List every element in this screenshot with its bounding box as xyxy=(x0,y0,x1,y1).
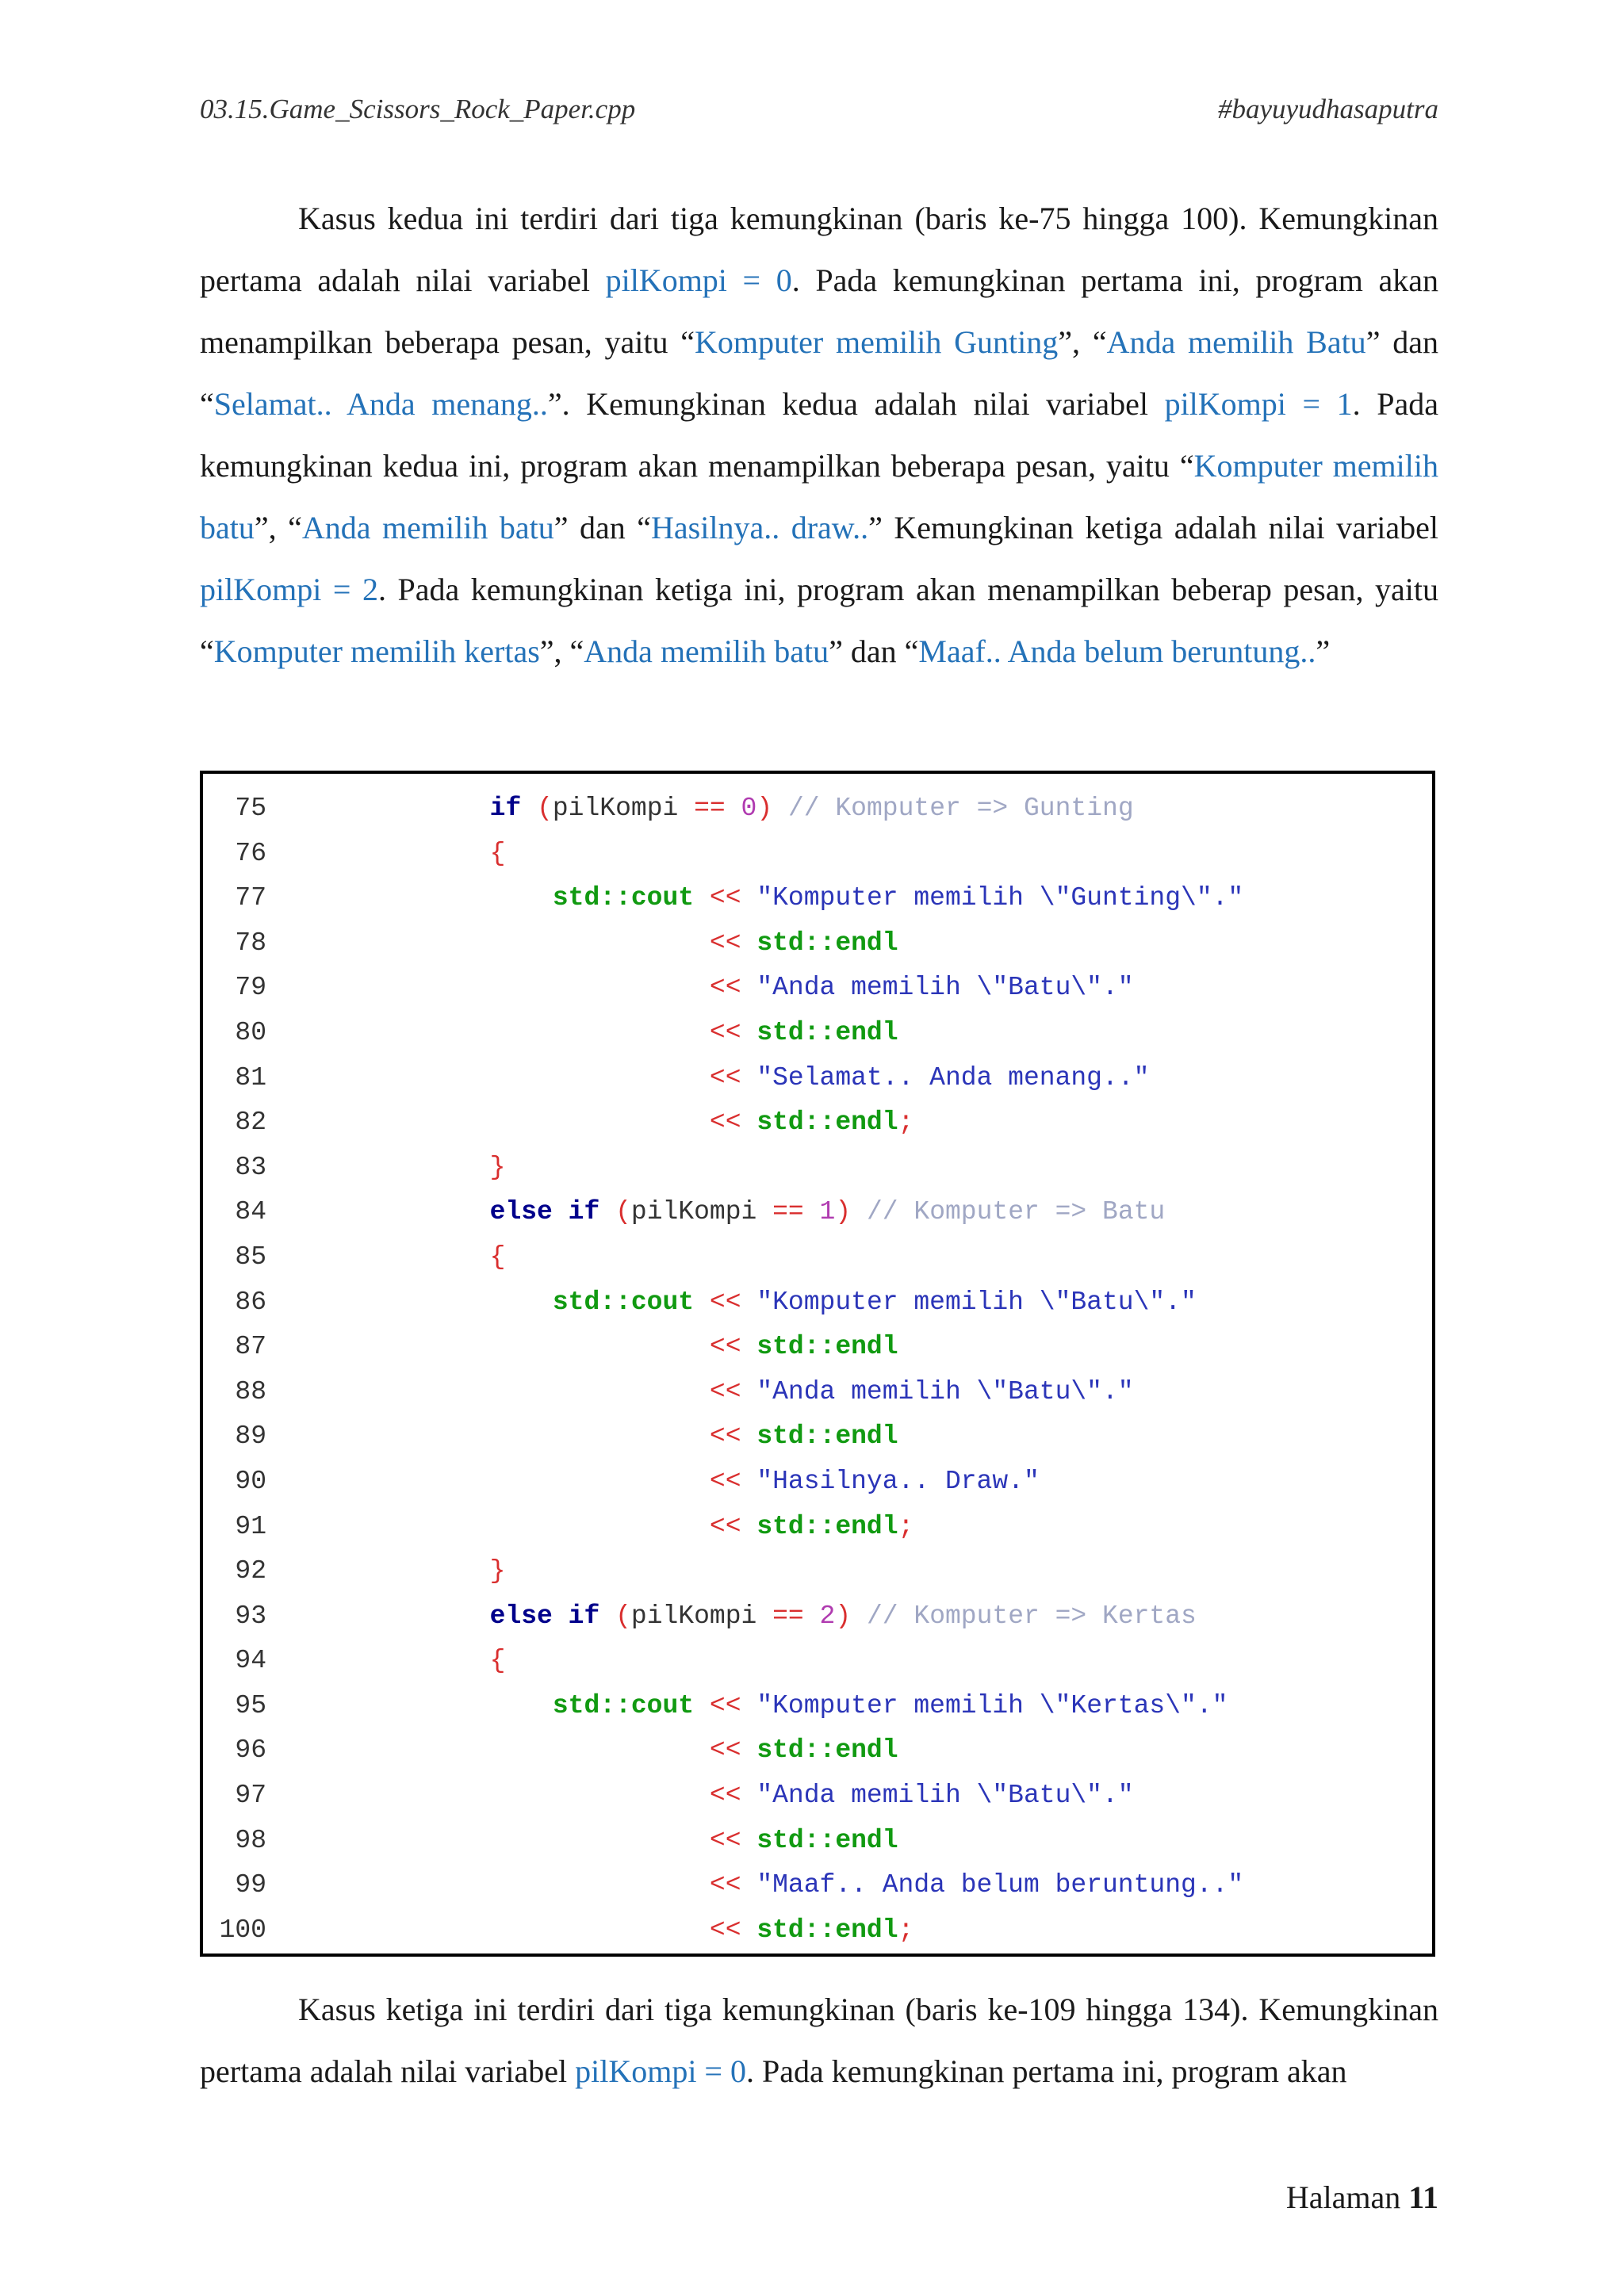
code-source xyxy=(301,1011,898,1056)
code-token: std::endl xyxy=(756,1422,898,1452)
line-number: 98 xyxy=(235,1825,266,1855)
code-token xyxy=(301,1108,710,1137)
code-line xyxy=(203,1908,1432,1954)
code-token: << xyxy=(709,1870,741,1900)
paragraph-text: Kasus kedua ini terdiri dari tiga kemungkinan (baris ke-75 hingga 100). Kemungkinan pertama adalah nilai variabel xyxy=(200,201,1438,298)
paragraph-text: ” dan “ xyxy=(200,324,1438,422)
code-token xyxy=(301,1018,710,1047)
code-source xyxy=(301,1819,898,1864)
line-number: 89 xyxy=(235,1422,266,1452)
line-number: 90 xyxy=(235,1466,266,1496)
code-line xyxy=(203,1549,1432,1594)
code-token xyxy=(301,1646,490,1675)
line-number: 84 xyxy=(235,1197,266,1227)
code-source xyxy=(301,876,1243,921)
code-token xyxy=(301,1467,710,1496)
code-source xyxy=(301,1056,1149,1101)
code-line xyxy=(203,1190,1432,1235)
highlighted-term: Anda memilih batu xyxy=(584,633,829,669)
code-source xyxy=(301,1863,1243,1908)
code-source xyxy=(301,832,505,877)
code-line xyxy=(203,1100,1432,1146)
code-token: ( xyxy=(615,1601,631,1631)
code-token: == xyxy=(772,1197,804,1227)
code-token: << xyxy=(709,883,741,913)
code-token xyxy=(521,794,537,823)
code-token xyxy=(301,1332,710,1361)
header-hashtag: #bayuyudhasaputra xyxy=(1217,94,1438,124)
footer-label: Halaman xyxy=(1285,2179,1401,2215)
paragraph-body xyxy=(200,1992,1438,2089)
code-token: << xyxy=(709,1287,741,1317)
highlighted-term: pilKompi = 2 xyxy=(200,572,378,607)
paragraph-text: ”, “ xyxy=(1058,324,1107,360)
code-token: "Komputer memilih \"Kertas\"." xyxy=(756,1690,1228,1720)
code-token xyxy=(741,1288,757,1317)
line-number: 91 xyxy=(235,1511,266,1541)
code-line xyxy=(203,1146,1432,1191)
paragraph-case-two xyxy=(200,188,1438,683)
code-token: << xyxy=(709,1062,741,1093)
code-lines xyxy=(203,786,1432,1953)
paragraph-case-three xyxy=(200,1979,1438,2103)
code-token: == xyxy=(694,794,726,823)
code-token: "Hasilnya.. Draw." xyxy=(756,1466,1040,1496)
code-token xyxy=(301,1377,710,1406)
code-token: { xyxy=(489,838,506,868)
code-token xyxy=(741,1826,757,1855)
code-token: ; xyxy=(898,1108,914,1138)
code-token: if xyxy=(489,794,522,823)
code-token xyxy=(301,883,553,913)
code-token xyxy=(741,1915,757,1945)
code-token: std::endl xyxy=(756,1017,898,1047)
code-token: pilKompi xyxy=(630,1197,773,1227)
code-token: std::endl xyxy=(756,1915,898,1945)
paragraph-text: ” Kemungkinan ketiga adalah nilai variabel xyxy=(868,510,1438,545)
code-line xyxy=(203,1819,1432,1864)
code-token: // Komputer => Batu xyxy=(851,1197,1166,1227)
line-number: 81 xyxy=(235,1062,266,1093)
code-token xyxy=(741,1108,757,1137)
code-token xyxy=(741,1063,757,1093)
code-token xyxy=(301,1153,490,1182)
code-token xyxy=(301,1691,553,1720)
code-line xyxy=(203,966,1432,1011)
paragraph-text: . Pada kemungkinan pertama ini, program akan xyxy=(746,2053,1347,2089)
code-token: << xyxy=(709,1915,741,1945)
code-source xyxy=(301,1460,1040,1505)
code-line xyxy=(203,1594,1432,1640)
code-token: // Komputer => Gunting xyxy=(772,794,1134,823)
code-source xyxy=(301,1325,898,1370)
code-token: 2 xyxy=(819,1601,836,1631)
line-number: 87 xyxy=(235,1332,266,1362)
code-token xyxy=(741,1018,757,1047)
code-token: "Selamat.. Anda menang.." xyxy=(756,1062,1150,1093)
code-line xyxy=(203,1639,1432,1684)
code-token: << xyxy=(709,1108,741,1138)
highlighted-term: pilKompi = 1 xyxy=(1164,386,1353,422)
code-source xyxy=(301,1594,1197,1640)
code-source xyxy=(301,1728,898,1774)
code-token: "Komputer memilih \"Gunting\"." xyxy=(756,883,1244,913)
code-line xyxy=(203,921,1432,966)
line-number: 78 xyxy=(235,928,266,958)
line-number: 82 xyxy=(235,1108,266,1138)
code-source xyxy=(301,1370,1134,1415)
line-number: 95 xyxy=(235,1690,266,1720)
code-token: ) xyxy=(835,1601,852,1631)
code-token: pilKompi xyxy=(552,794,695,823)
line-number: 77 xyxy=(235,883,266,913)
code-token xyxy=(694,883,710,913)
code-token: << xyxy=(709,1332,741,1362)
code-token: "Maaf.. Anda belum beruntung.." xyxy=(756,1870,1244,1900)
line-number: 100 xyxy=(219,1915,266,1945)
paragraph-text: . Pada kemungkinan ketiga ini, program akan menampilkan beberap pesan, yaitu “ xyxy=(200,572,1438,669)
code-source xyxy=(301,921,898,966)
code-token: ; xyxy=(898,1511,914,1541)
line-number: 79 xyxy=(235,973,266,1003)
code-token: << xyxy=(709,1825,741,1855)
code-token: std::cout xyxy=(552,1690,695,1720)
paragraph-text: . Pada kemungkinan pertama ini, program akan menampilkan beberapa pesan, yaitu “ xyxy=(200,262,1438,360)
code-token: { xyxy=(489,1646,506,1676)
code-token: std::endl xyxy=(756,1511,898,1541)
code-token xyxy=(741,1735,757,1765)
code-token xyxy=(301,1781,710,1810)
code-token: << xyxy=(709,1511,741,1541)
code-token: << xyxy=(709,1781,741,1811)
highlighted-term: Komputer memilih batu xyxy=(200,448,1438,545)
code-line xyxy=(203,1414,1432,1460)
code-token xyxy=(301,1826,710,1855)
line-number: 92 xyxy=(235,1556,266,1586)
code-token: == xyxy=(772,1601,804,1631)
code-token: else if xyxy=(489,1197,600,1227)
paragraph-text: ” xyxy=(1316,633,1331,669)
code-token: } xyxy=(489,1152,506,1182)
code-line xyxy=(203,1728,1432,1774)
code-line xyxy=(203,1056,1432,1101)
line-number: 83 xyxy=(235,1152,266,1182)
line-number: 99 xyxy=(235,1870,266,1900)
code-token: else if xyxy=(489,1601,600,1631)
code-token xyxy=(301,1242,490,1272)
code-token xyxy=(741,883,757,913)
code-source xyxy=(301,1190,1165,1235)
code-source xyxy=(301,786,1134,832)
paragraph-text: ”. Kemungkinan kedua adalah nilai variabel xyxy=(547,386,1165,422)
code-source xyxy=(301,1505,914,1550)
paragraph-text: . Pada kemungkinan kedua ini, program akan menampilkan beberapa pesan, yaitu “ xyxy=(200,386,1438,484)
code-source xyxy=(301,1280,1197,1326)
code-token xyxy=(599,1601,615,1631)
code-token: "Komputer memilih \"Batu\"." xyxy=(756,1287,1197,1317)
code-token xyxy=(301,1601,490,1631)
code-token: ) xyxy=(756,794,773,823)
code-line xyxy=(203,1505,1432,1550)
code-token: "Anda memilih \"Batu\"." xyxy=(756,1376,1134,1406)
code-token xyxy=(741,1467,757,1496)
code-token: << xyxy=(709,1017,741,1047)
code-token: } xyxy=(489,1556,506,1586)
code-token xyxy=(301,973,710,1002)
code-token: << xyxy=(709,1422,741,1452)
line-number: 75 xyxy=(235,794,266,823)
code-token xyxy=(741,1377,757,1406)
paragraph-text: ” dan “ xyxy=(829,633,919,669)
code-line xyxy=(203,1863,1432,1908)
code-line xyxy=(203,876,1432,921)
line-number: 80 xyxy=(235,1017,266,1047)
line-number: 97 xyxy=(235,1781,266,1811)
code-token: "Anda memilih \"Batu\"." xyxy=(756,973,1134,1003)
highlighted-term: Selamat.. Anda menang.. xyxy=(213,386,548,422)
highlighted-term: pilKompi = 0 xyxy=(605,262,792,298)
line-number: 94 xyxy=(235,1646,266,1676)
highlighted-term: Anda memilih Batu xyxy=(1106,324,1366,360)
code-source xyxy=(301,1908,914,1954)
code-token: << xyxy=(709,928,741,958)
code-token: std::cout xyxy=(552,883,695,913)
code-token: << xyxy=(709,1376,741,1406)
code-token xyxy=(599,1197,615,1226)
code-token xyxy=(301,1422,710,1451)
code-source xyxy=(301,1146,505,1191)
code-token: ( xyxy=(537,794,553,823)
line-number: 76 xyxy=(235,838,266,868)
highlighted-term: pilKompi = 0 xyxy=(575,2053,746,2089)
code-token xyxy=(694,1288,710,1317)
highlighted-term: Anda memilih batu xyxy=(301,510,554,545)
code-token xyxy=(301,1915,710,1945)
code-token xyxy=(804,1601,820,1631)
code-listing xyxy=(200,771,1435,1957)
line-number: 85 xyxy=(235,1242,266,1272)
code-token: std::endl xyxy=(756,1735,898,1766)
code-token: 1 xyxy=(819,1197,836,1227)
paragraph-text: ” dan “ xyxy=(553,510,652,545)
code-token: << xyxy=(709,973,741,1003)
code-token: ( xyxy=(615,1197,631,1227)
code-token: std::endl xyxy=(756,928,898,958)
line-number: 93 xyxy=(235,1601,266,1631)
code-token: std::endl xyxy=(756,1332,898,1362)
code-source xyxy=(301,1684,1228,1729)
paragraph-text: Kasus ketiga ini terdiri dari tiga kemungkinan (baris ke-109 hingga 134). Kemungkinan pertama adalah nilai variabel xyxy=(200,1992,1438,2089)
code-token xyxy=(741,928,757,958)
highlighted-term: Hasilnya.. draw.. xyxy=(651,510,869,545)
highlighted-term: Maaf.. Anda belum beruntung.. xyxy=(918,633,1316,669)
code-source xyxy=(301,1639,505,1684)
code-token: // Komputer => Kertas xyxy=(851,1601,1197,1631)
code-token xyxy=(726,794,741,823)
page-number: 11 xyxy=(1408,2179,1438,2215)
code-token xyxy=(301,1512,710,1541)
code-line xyxy=(203,1235,1432,1280)
code-line xyxy=(203,786,1432,832)
code-token: pilKompi xyxy=(630,1601,773,1631)
code-line xyxy=(203,1011,1432,1056)
code-token: { xyxy=(489,1242,506,1272)
code-token xyxy=(301,1735,710,1765)
code-source xyxy=(301,1414,898,1460)
highlighted-term: Komputer memilih kertas xyxy=(213,633,540,669)
code-source xyxy=(301,1774,1134,1819)
code-token: std::endl xyxy=(756,1108,898,1138)
paragraph-text: ”, “ xyxy=(539,633,584,669)
code-token xyxy=(741,1422,757,1451)
code-token xyxy=(741,1332,757,1361)
code-line xyxy=(203,1370,1432,1415)
code-token xyxy=(741,1512,757,1541)
code-line xyxy=(203,832,1432,877)
code-line xyxy=(203,1325,1432,1370)
page-header xyxy=(200,94,1438,125)
code-token xyxy=(301,1288,553,1317)
paragraph-body xyxy=(200,201,1438,669)
code-token: "Anda memilih \"Batu\"." xyxy=(756,1781,1134,1811)
paragraph-text: ”, “ xyxy=(254,510,302,545)
code-token: << xyxy=(709,1466,741,1496)
code-token xyxy=(741,1870,757,1900)
line-number: 88 xyxy=(235,1376,266,1406)
code-token xyxy=(741,973,757,1002)
code-source xyxy=(301,1549,505,1594)
header-filename: 03.15.Game_Scissors_Rock_Paper.cpp xyxy=(200,94,636,124)
code-line xyxy=(203,1684,1432,1729)
code-token xyxy=(301,1556,490,1586)
page-footer xyxy=(1286,2179,1438,2216)
code-source xyxy=(301,966,1134,1011)
code-token xyxy=(301,839,490,868)
code-token xyxy=(301,1063,710,1093)
code-token: std::cout xyxy=(552,1287,695,1317)
code-token: 0 xyxy=(741,794,757,823)
code-token xyxy=(301,928,710,958)
code-token: std::endl xyxy=(756,1825,898,1855)
code-token xyxy=(694,1691,710,1720)
line-number: 96 xyxy=(235,1735,266,1766)
code-token: << xyxy=(709,1690,741,1720)
code-line xyxy=(203,1774,1432,1819)
code-source xyxy=(301,1100,914,1146)
code-token xyxy=(741,1781,757,1810)
line-number: 86 xyxy=(235,1287,266,1317)
highlighted-term: Komputer memilih Gunting xyxy=(695,324,1059,360)
code-token xyxy=(301,1870,710,1900)
code-token: ; xyxy=(898,1915,914,1945)
code-token: << xyxy=(709,1735,741,1766)
code-line xyxy=(203,1460,1432,1505)
code-token xyxy=(741,1691,757,1720)
code-token: ) xyxy=(835,1197,852,1227)
code-token xyxy=(301,794,490,823)
code-line xyxy=(203,1280,1432,1326)
code-source xyxy=(301,1235,505,1280)
code-token xyxy=(301,1197,490,1226)
code-token xyxy=(804,1197,820,1226)
